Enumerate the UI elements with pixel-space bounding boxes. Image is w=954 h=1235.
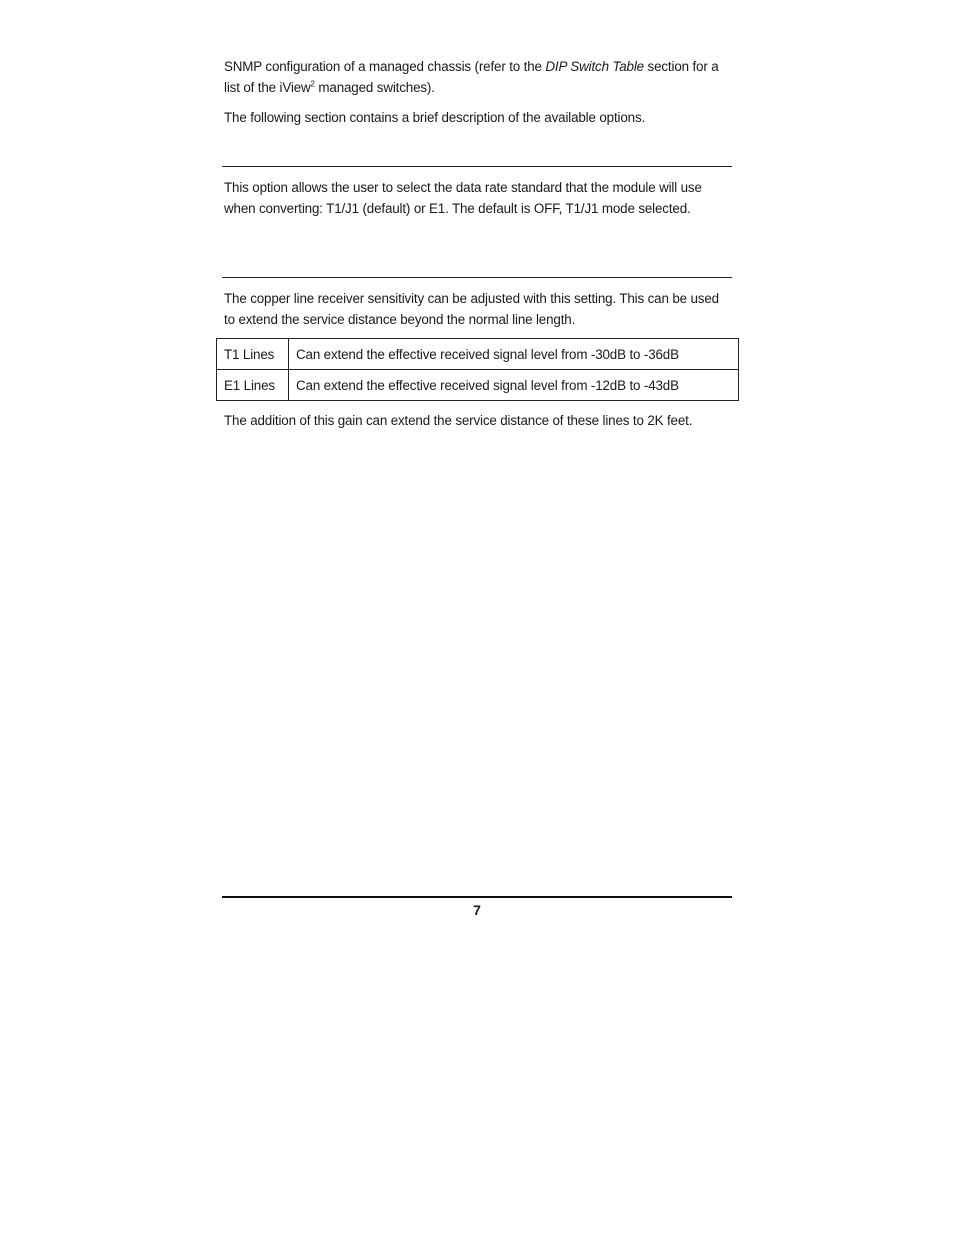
table-row: [217, 370, 739, 401]
data-rate-paragraph: This option allows the user to select the data rate standard that the module will use when converting: T1/J1 (default) or E1. The default is OFF, T1/J1 mode selected.: [224, 180, 702, 216]
line-type-cell: T1 Lines: [217, 339, 289, 370]
section-divider-sensitivity: [222, 277, 732, 278]
iview-superscript: 2: [310, 79, 315, 89]
page-number: 7: [473, 902, 481, 918]
following-section-paragraph: The following section contains a brief description of the available options.: [224, 110, 646, 125]
footer-rule: [222, 896, 732, 898]
dip-switch-table-reference: DIP Switch Table: [545, 59, 644, 74]
line-description-cell: Can extend the effective received signal level from -30dB to -36dB: [289, 339, 739, 370]
intro-text-part3: managed switches).: [314, 80, 435, 95]
gain-note-paragraph: The addition of this gain can extend the service distance of these lines to 2K feet.: [224, 413, 693, 428]
line-type-cell: E1 Lines: [217, 370, 289, 401]
section-divider-data-rate: [222, 166, 732, 167]
gain-table: [216, 338, 739, 401]
intro-paragraph: [224, 56, 729, 98]
table-row: [217, 339, 739, 370]
line-description-cell: Can extend the effective received signal level from -12dB to -43dB: [289, 370, 739, 401]
intro-text-part1: SNMP configuration of a managed chassis (refer to the: [224, 59, 546, 74]
sensitivity-paragraph: The copper line receiver sensitivity can be adjusted with this setting. This can be used to extend the service distance beyond the normal line length.: [224, 291, 719, 327]
intro-text-part2: section for a list of the iView: [224, 59, 719, 95]
